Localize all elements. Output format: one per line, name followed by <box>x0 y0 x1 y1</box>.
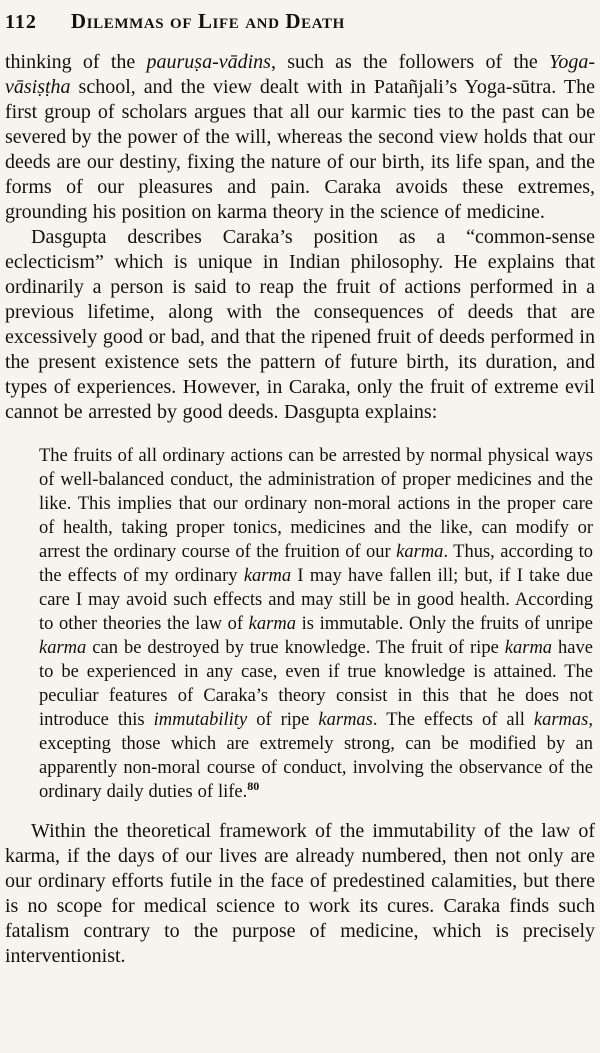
paragraph <box>5 225 595 425</box>
text-run: , such as the followers of the <box>270 51 550 73</box>
page-number: 112 <box>5 11 37 33</box>
italic-term: pauruṣa-vādins <box>146 51 271 73</box>
text-run: Within the theoretical framework of the immutability of the law of karma, if the days of our lives are already numbered, then not only are our ordinary efforts futile in the face of predestined calamities, but there is no scope for medical science to work its cures. Caraka finds such fatalism contrary to the purpose of medicine, which is precisely interventionist. <box>5 820 595 967</box>
blockquote <box>39 444 593 804</box>
footnote-ref: 80 <box>247 778 260 793</box>
italic-term: karma <box>39 638 87 658</box>
italic-term: karma <box>243 566 292 586</box>
text-run: Dasgupta describes Caraka’s position as a “common-sense eclecticism” which is unique in Indian philosophy. He explains that ordinarily a person is said to reap the fruit of actions performed in a previous lifetime, along with the consequences of deeds that are excessively good or bad, and that the ripened fruit of deeds performed in the present existence sets the pattern of future birth, its duration, and types of experiences. However, in Caraka, only the fruit of extreme evil cannot be arrested by good deeds. Dasgupta explains: <box>5 226 595 423</box>
text-run: is immutable. Only the fruits of unripe <box>295 614 593 634</box>
page-header <box>5 9 595 34</box>
text-run: have to be experienced in any case, even if true knowledge is attained. The peculiar features of Caraka’s theory consist in this that he does not introduce this <box>39 638 593 730</box>
italic-term: immutability <box>153 710 248 730</box>
text-run: school, and the view dealt with in Patañjali’s Yoga-sūtra. The first group of scholars argues that all our karmic ties to the past can be severed by the power of the will, whereas the second view holds that our deeds are our destiny, fixing the nature of our birth, its life span, and the forms of our pleasures and pain. Caraka avoids these extremes, grounding his position on karma theory in the science of medicine. <box>5 76 595 223</box>
paragraph <box>5 50 595 225</box>
italic-term: karmas <box>533 710 589 730</box>
text-run: I may have fallen ill; but, if I take due care I may avoid such effects and may still be in good health. According to other theories the law of <box>39 566 593 634</box>
italic-term: karma <box>396 542 444 562</box>
italic-term: Yoga-vāsiṣṭha <box>5 51 595 98</box>
text-run: . The effects of all <box>372 710 534 730</box>
italic-term: karma <box>248 614 296 634</box>
running-title: Dilemmas of Life and Death <box>70 9 345 33</box>
text-run: . Thus, according to the effects of my ordinary <box>39 542 593 586</box>
italic-term: karma <box>504 638 553 658</box>
text-run: of ripe <box>247 710 319 730</box>
text-run: can be destroyed by true knowledge. The fruit of ripe <box>86 638 505 658</box>
text-run: thinking of the <box>5 51 147 73</box>
italic-term: karmas <box>318 710 373 730</box>
text-run: The fruits of all ordinary actions can be arrested by normal physical ways of well-balanced conduct, the administration of proper medicines and the like. This implies that our ordinary non-moral actions in the proper care of health, taking proper tonics, medicines and the like, can modify or arrest the ordinary course of the fruition of our <box>39 446 593 562</box>
text-run: , excepting those which are extremely strong, can be modified by an apparently non-moral course of conduct, involving the observance of the ordinary daily duties of life. <box>39 710 593 802</box>
page-body <box>5 50 595 969</box>
paragraph <box>5 819 595 969</box>
